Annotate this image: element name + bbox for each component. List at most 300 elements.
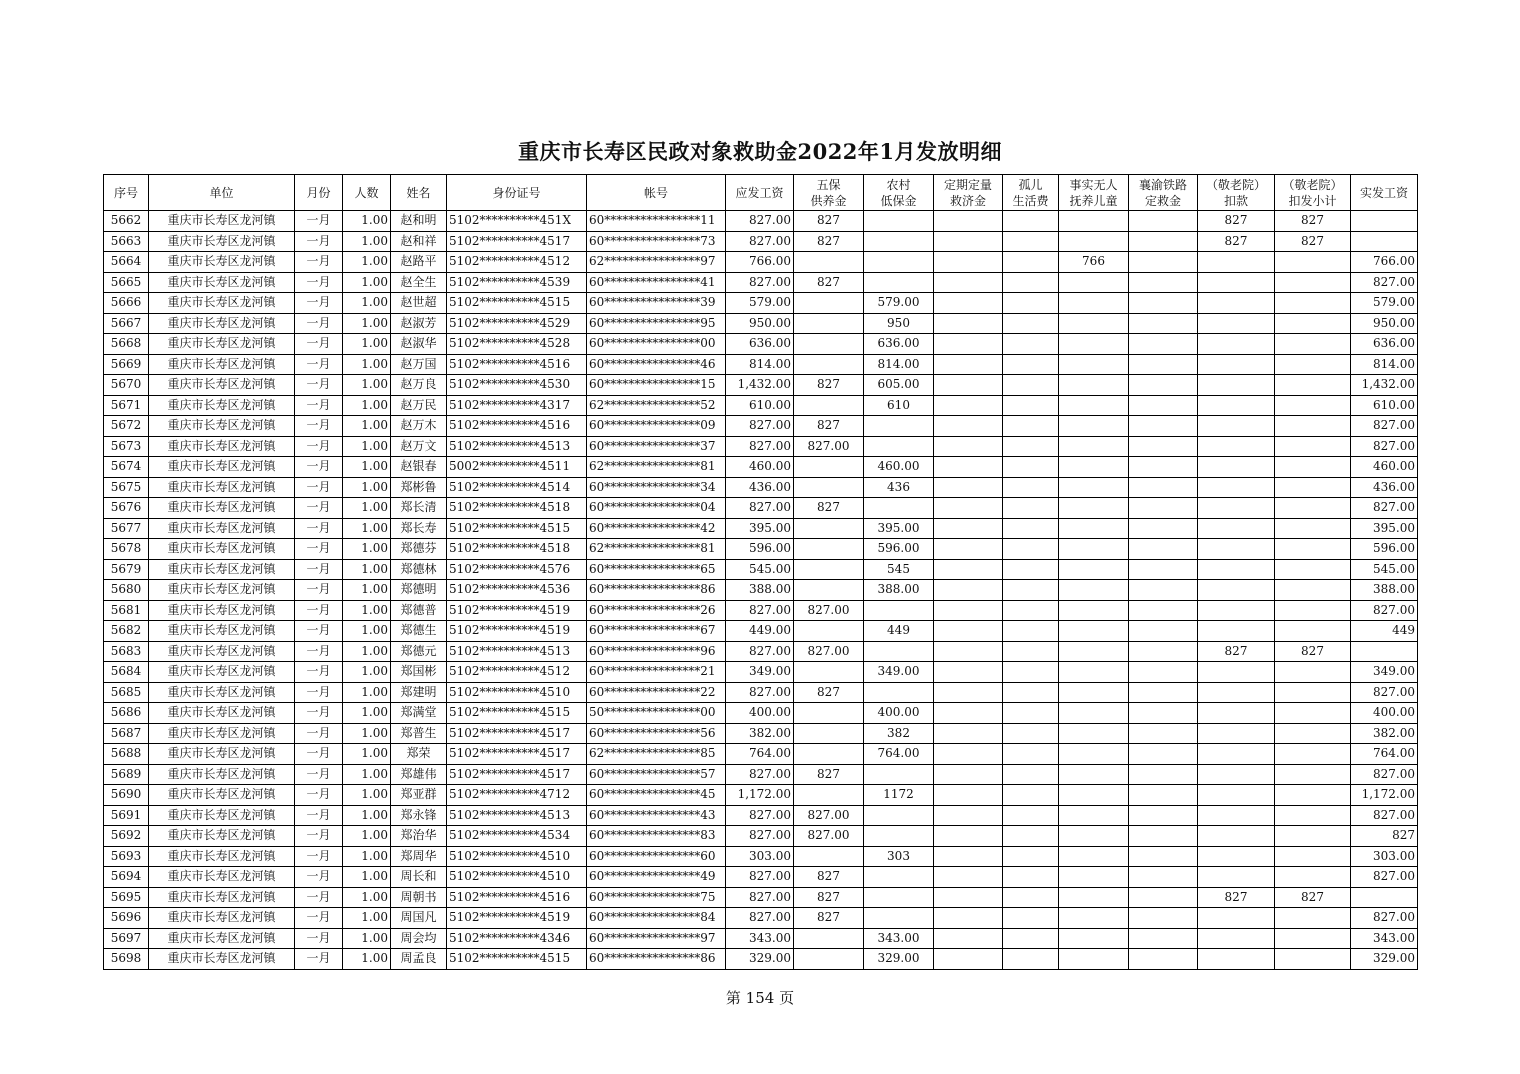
col-railway-relief-cell	[1129, 211, 1198, 232]
col-account-cell: 60****************41	[587, 272, 726, 293]
col-nursing-subtotal-cell	[1275, 518, 1351, 539]
table-row	[104, 887, 1418, 908]
col-count-cell: 1.00	[343, 621, 391, 642]
col-id-number-cell: 5102**********4346	[447, 928, 587, 949]
col-month-cell: 一月	[295, 764, 343, 785]
col-name-cell: 郑德明	[391, 580, 447, 601]
col-month-cell: 一月	[295, 498, 343, 519]
col-nursing-deduction-cell	[1198, 498, 1275, 519]
col-name-cell: 赵淑芳	[391, 313, 447, 334]
table-row	[104, 272, 1418, 293]
col-month-cell: 一月	[295, 867, 343, 888]
col-month-cell: 一月	[295, 805, 343, 826]
col-name-cell: 郑德生	[391, 621, 447, 642]
col-payable-cell: 303.00	[726, 846, 794, 867]
col-id-number-cell: 5102**********4513	[447, 805, 587, 826]
col-railway-relief-cell	[1129, 641, 1198, 662]
col-rural-minimum-header: 农村 低保金	[864, 175, 934, 211]
col-regular-relief-cell	[934, 375, 1003, 396]
col-nursing-subtotal-cell	[1275, 908, 1351, 929]
col-account-cell: 60****************57	[587, 764, 726, 785]
table-header-row	[104, 175, 1418, 211]
col-unit-cell: 重庆市长寿区龙河镇	[149, 416, 295, 437]
col-unsupported-child-cell	[1059, 334, 1129, 355]
col-name-cell: 郑德芬	[391, 539, 447, 560]
col-orphan-cell	[1003, 457, 1059, 478]
col-unit-cell: 重庆市长寿区龙河镇	[149, 231, 295, 252]
col-nursing-deduction-cell: 827	[1198, 641, 1275, 662]
col-id-number-cell: 5102**********4515	[447, 949, 587, 970]
col-seq-cell: 5680	[104, 580, 149, 601]
col-railway-relief-cell	[1129, 559, 1198, 580]
col-railway-relief-cell	[1129, 436, 1198, 457]
col-name-cell: 赵路平	[391, 252, 447, 273]
col-nursing-deduction-cell	[1198, 477, 1275, 498]
col-account-cell: 60****************56	[587, 723, 726, 744]
col-nursing-subtotal-cell	[1275, 354, 1351, 375]
col-nursing-subtotal-cell	[1275, 682, 1351, 703]
col-payable-cell: 827.00	[726, 805, 794, 826]
col-actual-pay-cell: 827.00	[1351, 867, 1418, 888]
col-five-guarantee-cell	[794, 293, 864, 314]
col-orphan-cell	[1003, 744, 1059, 765]
col-rural-minimum-cell	[864, 272, 934, 293]
col-name-header: 姓名	[391, 175, 447, 211]
col-actual-pay-cell: 950.00	[1351, 313, 1418, 334]
col-seq-cell: 5685	[104, 682, 149, 703]
col-nursing-subtotal-cell	[1275, 723, 1351, 744]
table-row	[104, 293, 1418, 314]
col-regular-relief-cell	[934, 395, 1003, 416]
col-railway-relief-cell	[1129, 457, 1198, 478]
col-seq-cell: 5686	[104, 703, 149, 724]
col-seq-cell: 5694	[104, 867, 149, 888]
col-orphan-cell	[1003, 580, 1059, 601]
col-actual-pay-cell: 436.00	[1351, 477, 1418, 498]
col-name-cell: 周长和	[391, 867, 447, 888]
col-month-cell: 一月	[295, 477, 343, 498]
col-rural-minimum-cell	[864, 826, 934, 847]
col-payable-cell: 1,172.00	[726, 785, 794, 806]
table-row	[104, 231, 1418, 252]
col-account-cell: 62****************52	[587, 395, 726, 416]
col-id-number-cell: 5102**********4514	[447, 477, 587, 498]
col-count-cell: 1.00	[343, 600, 391, 621]
col-actual-pay-cell: 827.00	[1351, 908, 1418, 929]
col-count-cell: 1.00	[343, 395, 391, 416]
col-orphan-cell	[1003, 908, 1059, 929]
col-nursing-deduction-cell	[1198, 580, 1275, 601]
col-five-guarantee-cell	[794, 846, 864, 867]
col-nursing-deduction-cell	[1198, 621, 1275, 642]
col-unit-cell: 重庆市长寿区龙河镇	[149, 805, 295, 826]
col-payable-cell: 827.00	[726, 436, 794, 457]
col-count-cell: 1.00	[343, 293, 391, 314]
col-account-cell: 60****************86	[587, 949, 726, 970]
col-unit-cell: 重庆市长寿区龙河镇	[149, 846, 295, 867]
table-row	[104, 416, 1418, 437]
col-payable-cell: 1,432.00	[726, 375, 794, 396]
col-payable-cell: 827.00	[726, 272, 794, 293]
col-nursing-deduction-cell	[1198, 867, 1275, 888]
col-id-number-cell: 5102**********4317	[447, 395, 587, 416]
col-actual-pay-cell: 460.00	[1351, 457, 1418, 478]
col-nursing-subtotal-cell	[1275, 293, 1351, 314]
col-regular-relief-cell	[934, 928, 1003, 949]
col-orphan-cell	[1003, 211, 1059, 232]
col-unsupported-child-cell	[1059, 785, 1129, 806]
col-nursing-subtotal-cell	[1275, 928, 1351, 949]
col-account-cell: 60****************65	[587, 559, 726, 580]
col-rural-minimum-cell: 610	[864, 395, 934, 416]
col-railway-relief-cell	[1129, 867, 1198, 888]
col-nursing-subtotal-cell	[1275, 662, 1351, 683]
col-name-cell: 赵万民	[391, 395, 447, 416]
col-count-header: 人数	[343, 175, 391, 211]
col-actual-pay-cell	[1351, 641, 1418, 662]
col-regular-relief-cell	[934, 272, 1003, 293]
col-actual-pay-cell	[1351, 887, 1418, 908]
col-regular-relief-cell	[934, 908, 1003, 929]
col-five-guarantee-cell: 827.00	[794, 826, 864, 847]
col-rural-minimum-cell	[864, 252, 934, 273]
col-month-cell: 一月	[295, 334, 343, 355]
col-month-cell: 一月	[295, 887, 343, 908]
col-actual-pay-cell	[1351, 211, 1418, 232]
col-name-cell: 赵万文	[391, 436, 447, 457]
col-regular-relief-cell	[934, 518, 1003, 539]
col-nursing-subtotal-cell	[1275, 744, 1351, 765]
col-unsupported-child-cell	[1059, 272, 1129, 293]
table-row	[104, 313, 1418, 334]
col-regular-relief-cell	[934, 457, 1003, 478]
col-nursing-deduction-cell	[1198, 539, 1275, 560]
table-row	[104, 252, 1418, 273]
col-count-cell: 1.00	[343, 436, 391, 457]
col-actual-pay-cell: 1,172.00	[1351, 785, 1418, 806]
col-actual-pay-cell: 343.00	[1351, 928, 1418, 949]
col-regular-relief-cell	[934, 539, 1003, 560]
col-unit-cell: 重庆市长寿区龙河镇	[149, 395, 295, 416]
col-regular-relief-cell	[934, 477, 1003, 498]
col-count-cell: 1.00	[343, 231, 391, 252]
col-name-cell: 郑德普	[391, 600, 447, 621]
col-nursing-deduction-cell	[1198, 252, 1275, 273]
col-id-number-cell: 5102**********4516	[447, 887, 587, 908]
col-rural-minimum-cell	[864, 641, 934, 662]
col-rural-minimum-cell	[864, 498, 934, 519]
col-unsupported-child-cell	[1059, 559, 1129, 580]
col-railway-relief-cell	[1129, 662, 1198, 683]
col-five-guarantee-cell: 827	[794, 416, 864, 437]
col-unit-cell: 重庆市长寿区龙河镇	[149, 621, 295, 642]
col-railway-relief-cell	[1129, 272, 1198, 293]
col-unit-cell: 重庆市长寿区龙河镇	[149, 354, 295, 375]
col-orphan-cell	[1003, 887, 1059, 908]
col-month-cell: 一月	[295, 559, 343, 580]
col-month-cell: 一月	[295, 436, 343, 457]
col-nursing-deduction-cell	[1198, 272, 1275, 293]
col-railway-relief-cell	[1129, 334, 1198, 355]
col-seq-cell: 5663	[104, 231, 149, 252]
col-five-guarantee-cell: 827.00	[794, 436, 864, 457]
col-nursing-deduction-cell	[1198, 662, 1275, 683]
col-id-number-cell: 5102**********4512	[447, 252, 587, 273]
col-account-cell: 62****************97	[587, 252, 726, 273]
col-actual-pay-cell: 388.00	[1351, 580, 1418, 601]
col-unit-cell: 重庆市长寿区龙河镇	[149, 928, 295, 949]
col-seq-cell: 5664	[104, 252, 149, 273]
table-row	[104, 682, 1418, 703]
col-orphan-cell	[1003, 723, 1059, 744]
col-five-guarantee-cell	[794, 949, 864, 970]
col-seq-cell: 5689	[104, 764, 149, 785]
col-count-cell: 1.00	[343, 272, 391, 293]
col-count-cell: 1.00	[343, 539, 391, 560]
col-nursing-subtotal-cell	[1275, 498, 1351, 519]
col-regular-relief-cell	[934, 887, 1003, 908]
col-payable-header: 应发工资	[726, 175, 794, 211]
col-actual-pay-cell: 827.00	[1351, 682, 1418, 703]
col-seq-cell: 5695	[104, 887, 149, 908]
col-payable-cell: 827.00	[726, 498, 794, 519]
col-payable-cell: 382.00	[726, 723, 794, 744]
col-railway-relief-cell	[1129, 354, 1198, 375]
col-rural-minimum-cell	[864, 764, 934, 785]
col-rural-minimum-cell	[864, 867, 934, 888]
relief-fund-table	[103, 174, 1418, 970]
col-railway-relief-cell	[1129, 313, 1198, 334]
col-regular-relief-cell	[934, 334, 1003, 355]
col-nursing-deduction-cell	[1198, 313, 1275, 334]
col-account-cell: 60****************42	[587, 518, 726, 539]
col-five-guarantee-cell	[794, 354, 864, 375]
col-unsupported-child-cell	[1059, 539, 1129, 560]
col-payable-cell: 436.00	[726, 477, 794, 498]
col-name-cell: 郑德林	[391, 559, 447, 580]
col-seq-cell: 5673	[104, 436, 149, 457]
col-orphan-cell	[1003, 498, 1059, 519]
col-unsupported-child-cell	[1059, 313, 1129, 334]
col-payable-cell: 395.00	[726, 518, 794, 539]
col-five-guarantee-cell	[794, 457, 864, 478]
col-five-guarantee-cell	[794, 723, 864, 744]
col-count-cell: 1.00	[343, 805, 391, 826]
page-number: 第 154 页	[725, 989, 795, 1007]
col-actual-pay-cell: 349.00	[1351, 662, 1418, 683]
col-railway-relief-cell	[1129, 600, 1198, 621]
col-account-cell: 60****************37	[587, 436, 726, 457]
col-unit-cell: 重庆市长寿区龙河镇	[149, 826, 295, 847]
col-regular-relief-cell	[934, 293, 1003, 314]
col-name-cell: 周国凡	[391, 908, 447, 929]
col-unsupported-child-cell	[1059, 580, 1129, 601]
col-rural-minimum-cell: 950	[864, 313, 934, 334]
col-nursing-subtotal-cell	[1275, 436, 1351, 457]
col-account-cell: 60****************45	[587, 785, 726, 806]
col-month-cell: 一月	[295, 908, 343, 929]
col-nursing-deduction-cell	[1198, 928, 1275, 949]
col-railway-relief-cell	[1129, 621, 1198, 642]
col-unit-cell: 重庆市长寿区龙河镇	[149, 498, 295, 519]
col-name-cell: 郑长清	[391, 498, 447, 519]
col-payable-cell: 329.00	[726, 949, 794, 970]
col-nursing-deduction-cell: 827	[1198, 231, 1275, 252]
col-unsupported-child-cell	[1059, 641, 1129, 662]
col-orphan-cell	[1003, 354, 1059, 375]
col-rural-minimum-cell	[864, 436, 934, 457]
col-unsupported-child-cell	[1059, 477, 1129, 498]
col-regular-relief-cell	[934, 662, 1003, 683]
col-id-number-header: 身份证号	[447, 175, 587, 211]
col-orphan-cell	[1003, 805, 1059, 826]
col-orphan-cell	[1003, 867, 1059, 888]
col-month-cell: 一月	[295, 211, 343, 232]
col-nursing-subtotal-cell	[1275, 252, 1351, 273]
col-payable-cell: 814.00	[726, 354, 794, 375]
col-id-number-cell: 5102**********4516	[447, 416, 587, 437]
col-nursing-deduction-cell	[1198, 949, 1275, 970]
col-count-cell: 1.00	[343, 252, 391, 273]
col-nursing-subtotal-cell	[1275, 867, 1351, 888]
col-nursing-subtotal-cell	[1275, 949, 1351, 970]
col-railway-relief-cell	[1129, 846, 1198, 867]
col-nursing-subtotal-cell: 827	[1275, 887, 1351, 908]
col-count-cell: 1.00	[343, 703, 391, 724]
col-unit-cell: 重庆市长寿区龙河镇	[149, 211, 295, 232]
col-nursing-deduction-cell	[1198, 785, 1275, 806]
col-actual-pay-cell: 610.00	[1351, 395, 1418, 416]
col-payable-cell: 827.00	[726, 908, 794, 929]
col-account-cell: 60****************34	[587, 477, 726, 498]
col-nursing-subtotal-cell: 827	[1275, 211, 1351, 232]
col-regular-relief-cell	[934, 354, 1003, 375]
col-nursing-subtotal-cell	[1275, 313, 1351, 334]
col-payable-cell: 827.00	[726, 641, 794, 662]
col-name-cell: 郑荣	[391, 744, 447, 765]
col-rural-minimum-cell: 764.00	[864, 744, 934, 765]
col-month-cell: 一月	[295, 682, 343, 703]
col-seq-cell: 5669	[104, 354, 149, 375]
col-nursing-subtotal-cell	[1275, 395, 1351, 416]
col-rural-minimum-cell: 382	[864, 723, 934, 744]
col-month-cell: 一月	[295, 354, 343, 375]
col-count-cell: 1.00	[343, 867, 391, 888]
col-five-guarantee-cell: 827	[794, 887, 864, 908]
col-account-header: 帐号	[587, 175, 726, 211]
col-five-guarantee-cell	[794, 518, 864, 539]
col-five-guarantee-cell: 827.00	[794, 641, 864, 662]
col-railway-relief-cell	[1129, 395, 1198, 416]
col-month-cell: 一月	[295, 231, 343, 252]
col-unsupported-child-cell	[1059, 518, 1129, 539]
col-orphan-cell	[1003, 518, 1059, 539]
col-nursing-deduction-cell	[1198, 354, 1275, 375]
col-nursing-deduction-cell	[1198, 334, 1275, 355]
col-unsupported-child-cell	[1059, 354, 1129, 375]
col-unit-cell: 重庆市长寿区龙河镇	[149, 682, 295, 703]
col-unsupported-child-cell	[1059, 703, 1129, 724]
col-unit-cell: 重庆市长寿区龙河镇	[149, 313, 295, 334]
col-nursing-deduction-cell	[1198, 764, 1275, 785]
col-seq-cell: 5670	[104, 375, 149, 396]
col-account-cell: 60****************75	[587, 887, 726, 908]
col-id-number-cell: 5102**********4513	[447, 641, 587, 662]
col-month-cell: 一月	[295, 949, 343, 970]
col-count-cell: 1.00	[343, 887, 391, 908]
col-regular-relief-cell	[934, 764, 1003, 785]
col-account-cell: 60****************67	[587, 621, 726, 642]
col-nursing-subtotal-cell	[1275, 539, 1351, 560]
col-count-cell: 1.00	[343, 744, 391, 765]
col-seq-cell: 5679	[104, 559, 149, 580]
col-rural-minimum-cell	[864, 805, 934, 826]
col-account-cell: 60****************22	[587, 682, 726, 703]
col-month-cell: 一月	[295, 293, 343, 314]
col-month-cell: 一月	[295, 846, 343, 867]
col-rural-minimum-cell: 636.00	[864, 334, 934, 355]
col-actual-pay-cell: 764.00	[1351, 744, 1418, 765]
col-name-cell: 郑长寿	[391, 518, 447, 539]
col-unit-cell: 重庆市长寿区龙河镇	[149, 539, 295, 560]
col-orphan-cell	[1003, 313, 1059, 334]
col-seq-cell: 5671	[104, 395, 149, 416]
col-account-cell: 60****************73	[587, 231, 726, 252]
col-five-guarantee-cell	[794, 559, 864, 580]
col-regular-relief-cell	[934, 682, 1003, 703]
table-row	[104, 662, 1418, 683]
col-rural-minimum-cell	[864, 887, 934, 908]
col-count-cell: 1.00	[343, 949, 391, 970]
table-row	[104, 867, 1418, 888]
col-month-cell: 一月	[295, 703, 343, 724]
col-five-guarantee-cell: 827	[794, 867, 864, 888]
col-count-cell: 1.00	[343, 662, 391, 683]
col-count-cell: 1.00	[343, 354, 391, 375]
col-railway-relief-cell	[1129, 928, 1198, 949]
col-payable-cell: 460.00	[726, 457, 794, 478]
col-regular-relief-cell	[934, 498, 1003, 519]
col-unsupported-child-cell	[1059, 395, 1129, 416]
col-five-guarantee-cell: 827	[794, 764, 864, 785]
col-name-cell: 郑满堂	[391, 703, 447, 724]
col-count-cell: 1.00	[343, 682, 391, 703]
col-orphan-cell	[1003, 764, 1059, 785]
col-seq-cell: 5665	[104, 272, 149, 293]
table-row	[104, 785, 1418, 806]
col-five-guarantee-cell	[794, 334, 864, 355]
col-account-cell: 60****************43	[587, 805, 726, 826]
col-nursing-subtotal-cell	[1275, 580, 1351, 601]
col-count-cell: 1.00	[343, 313, 391, 334]
col-unsupported-child-cell	[1059, 867, 1129, 888]
col-unit-cell: 重庆市长寿区龙河镇	[149, 949, 295, 970]
col-rural-minimum-cell: 349.00	[864, 662, 934, 683]
col-five-guarantee-cell	[794, 395, 864, 416]
col-id-number-cell: 5102**********4510	[447, 867, 587, 888]
col-actual-pay-cell: 827.00	[1351, 272, 1418, 293]
col-name-cell: 赵和祥	[391, 231, 447, 252]
col-orphan-cell	[1003, 272, 1059, 293]
col-unit-cell: 重庆市长寿区龙河镇	[149, 744, 295, 765]
col-railway-relief-cell	[1129, 539, 1198, 560]
col-nursing-deduction-cell: 827	[1198, 211, 1275, 232]
col-five-guarantee-cell: 827	[794, 211, 864, 232]
table-row	[104, 703, 1418, 724]
col-orphan-cell	[1003, 621, 1059, 642]
col-nursing-subtotal-cell	[1275, 600, 1351, 621]
col-payable-cell: 764.00	[726, 744, 794, 765]
